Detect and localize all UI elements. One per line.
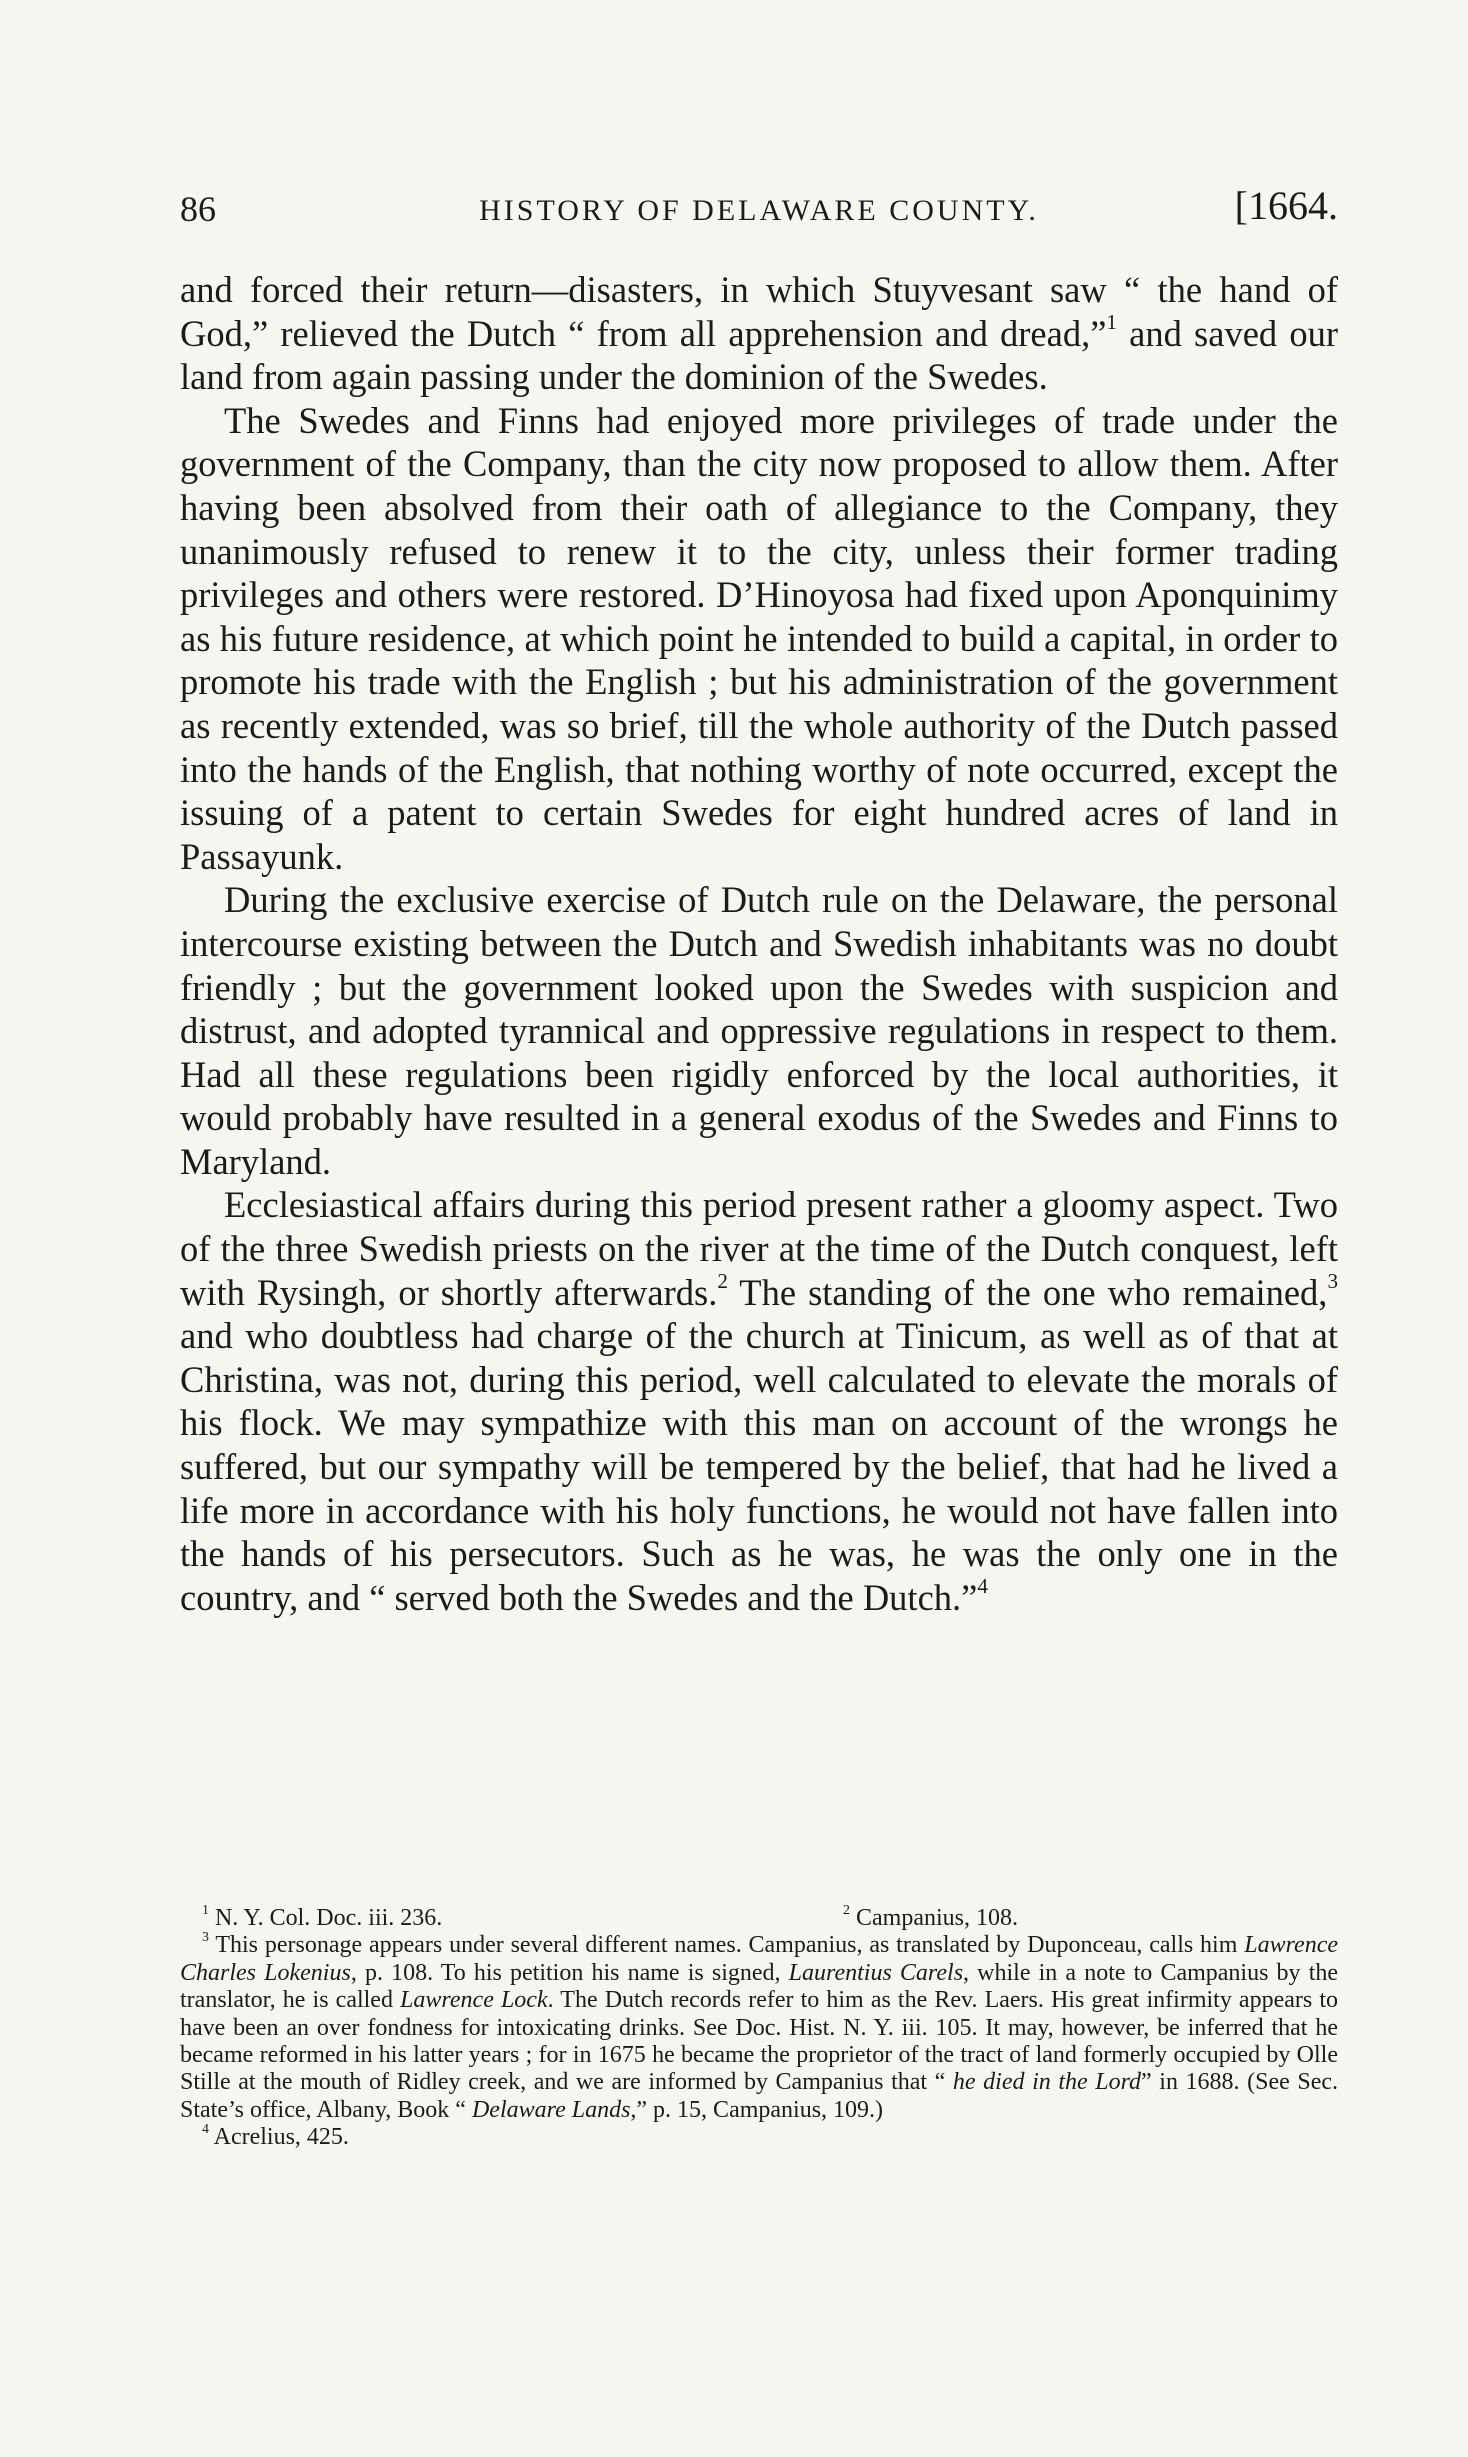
footnote-text: , p. 108. To his petition his name is signed,	[350, 1959, 789, 1986]
footnote-ref-2: 2	[717, 1268, 728, 1293]
footnote-mark: 2	[843, 1902, 850, 1918]
footnote-ref-1: 1	[1106, 309, 1117, 334]
paragraph-1	[180, 268, 1338, 399]
footnote-italic: Delaware Lands	[471, 2096, 631, 2123]
paragraph-3: During the exclusive exercise of Dutch rule on the Delaware, the personal intercourse existing between the Dutch and Swedish inhabitants was no doubt friendly ; but the government looked upon the Swedes with suspicion and distrust, and adopted tyrannical and oppressive regulations in respect to them. Had all these regulations been rigidly enforced by the local authorities, it would probably have resulted in a general exodus of the Swedes and Finns to Maryland.	[180, 879, 1338, 1182]
footnote-mark: 4	[202, 2122, 209, 2138]
footnote-italic: Laurentius Carels	[788, 1959, 964, 1986]
footnote-italic: he died in the Lord	[952, 2069, 1142, 2096]
footnote-text: Acrelius, 425.	[208, 2124, 349, 2151]
footnote-text: This personage appears under several different names. Campanius, as translated by Duponceau, calls him	[208, 1932, 1245, 1959]
page-number: 86	[180, 189, 216, 229]
footnotes-1-2	[180, 1902, 1338, 1932]
footnote-1	[202, 1902, 443, 1932]
page-header	[180, 180, 1338, 240]
footnotes	[180, 1902, 1339, 2152]
paragraph-text: Ecclesiastical affairs during this period present rather a gloomy aspect. Two of the three Swedish priests on the river at the time of the Dutch conquest, left with Rysingh, or shortly afterwards.	[180, 1184, 1338, 1313]
footnote-text: Campanius, 108.	[850, 1905, 1018, 1931]
footnote-ref-3: 3	[1327, 1268, 1339, 1293]
footnote-text: . The Dutch records refer to him as the Rev. Laers. His great infirmity appears to have been an over fondness for intoxicating drinks. See Doc. Hist. N. Y. iii. 105. It may, however, be inferred that he became reformed in his latter years ; for in 1675 he became the proprietor of the tract of land formerly occupied by Olle Stille at the mouth of Ridley creek, and we are informed by Campanius that “	[180, 1987, 1339, 2096]
year-marker: [1664.	[1234, 183, 1338, 228]
footnote-text: , while in a note to Campanius by the translator, he is called	[180, 1959, 1339, 2014]
footnote-2	[843, 1902, 1018, 1932]
paragraph-text: and who doubtless had charge of the church at Tinicum, as well as of that at Christina, was not, during this period, well calculated to elevate the morals of his flock. We may sympathize with this man on account of the wrongs he suffered, but our sympathy will be tempered by the belief, that had he lived a life more in accordance with his holy functions, he would not have fallen into the hands of his persecutors. Such as he was, he was the only one in the country, and “ served both the Swedes and the Dutch.”	[180, 1315, 1338, 1618]
footnote-4	[180, 2124, 1338, 2151]
footnote-ref-4: 4	[977, 1573, 988, 1598]
footnote-italic: Lawrence Lock	[400, 1987, 548, 2014]
paragraph-text: and forced their return—disasters, in which Stuyvesant saw “ the hand of God,” relieved the Dutch “ from all apprehension and dread,”	[180, 269, 1338, 354]
footnote-text: ” in 1688. (See Sec. State’s office, Albany, Book “	[180, 2069, 1338, 2123]
footnote-mark: 1	[202, 1902, 209, 1918]
footnote-text: ,” p. 15, Campanius, 109.)	[630, 2096, 884, 2123]
footnote-italic: Lawrence Charles Lokenius	[180, 1932, 1338, 1986]
running-title: HISTORY OF DELAWARE COUNTY.	[479, 194, 1039, 227]
paragraph-2: The Swedes and Finns had enjoyed more privileges of trade under the government of the Company, than the city now proposed to allow them. After having been absolved from their oath of allegiance to the Company, they unanimously refused to renew it to the city, unless their former trading privileges and others were restored. D’Hinoyosa had fixed upon Aponquinimy as his future residence, at which point he intended to build a capital, in order to promote his trade with the English ; but his administration of the government as recently extended, was so brief, till the whole authority of the Dutch passed into the hands of the English, that nothing worthy of note occurred, except the issuing of a patent to certain Swedes for eight hundred acres of land in Passayunk.	[180, 399, 1338, 877]
body-text	[180, 268, 1338, 1619]
footnote-text: N. Y. Col. Doc. iii. 236.	[208, 1905, 443, 1931]
paragraph-text: The standing of the one who remained,	[727, 1271, 1328, 1313]
paragraph-4	[180, 1183, 1338, 1619]
footnote-mark: 3	[202, 1930, 209, 1946]
paragraph-text: and saved our land from again passing under the dominion of the Swedes.	[180, 312, 1338, 398]
footnote-3	[180, 1932, 1338, 2124]
